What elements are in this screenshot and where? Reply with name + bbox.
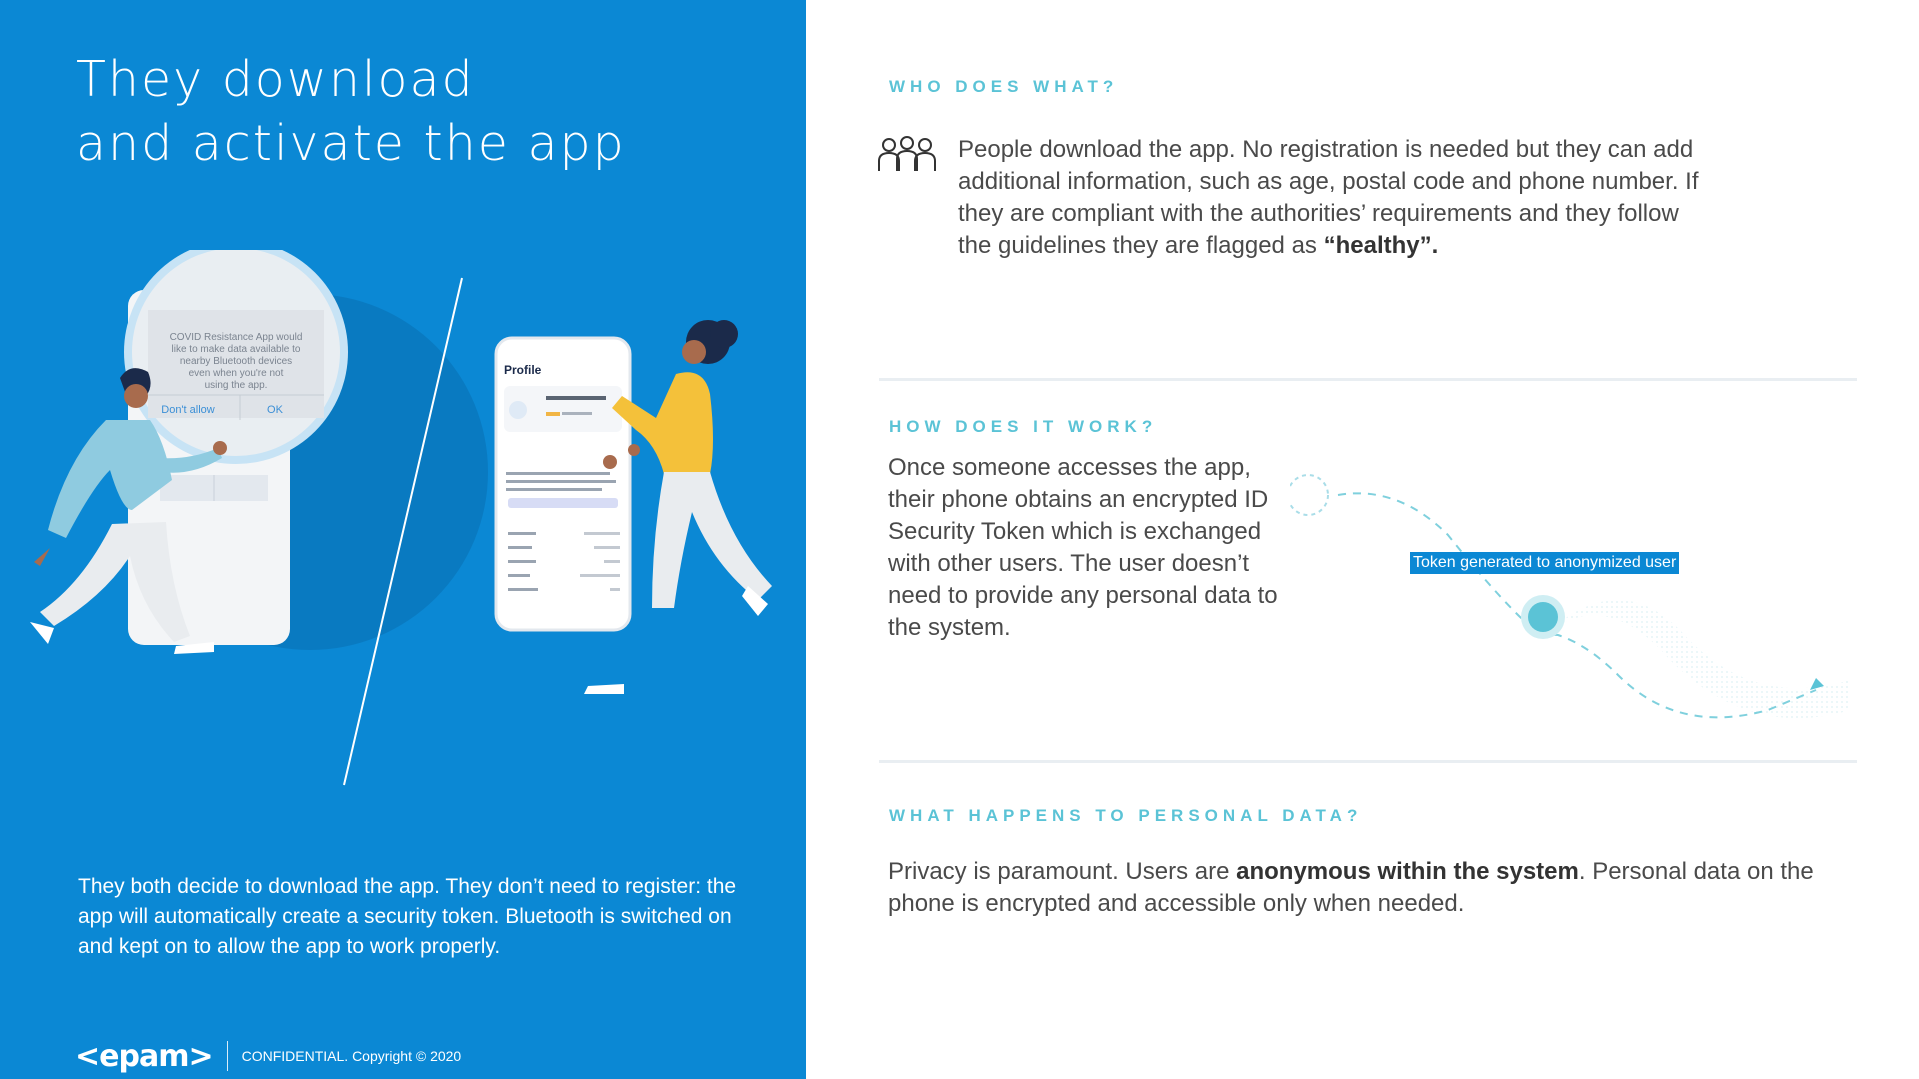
confidential-label: CONFIDENTIAL. Copyright © 2020 (241, 1048, 462, 1064)
svg-text:using the app.: using the app. (204, 380, 268, 391)
svg-text:even when you're not: even when you're not (188, 368, 284, 379)
how-paragraph: Once someone accesses the app, their phone obtains an encrypted ID Security Token which is exchanged with other users. The user doesn’t need to provide any personal data to the system. (888, 454, 1278, 641)
illustration (0, 250, 806, 800)
data-paragraph (888, 856, 1858, 920)
magnifier (124, 250, 348, 464)
ok-label: OK (267, 404, 283, 416)
section-divider-1 (879, 378, 1857, 381)
footer (75, 1038, 461, 1074)
token-node (1528, 602, 1558, 632)
healthy-highlight: “healthy”. (1323, 232, 1439, 259)
who-paragraph (958, 134, 1718, 262)
heading-how-does-it-work: HOW DOES IT WORK? (889, 417, 1158, 436)
people-group-icon (877, 135, 937, 175)
title-line-2: and activate the app (76, 115, 626, 172)
heading-personal-data: WHAT HAPPENS TO PERSONAL DATA? (889, 806, 1363, 825)
svg-text:like to make data available to: like to make data available to (171, 344, 301, 355)
dont-allow-label: Don't allow (161, 404, 215, 416)
left-body-text: They both decide to download the app. They don’t need to register: the app will automatically create a security token. Bluetooth is switched on and kept on to allow the app to work properly. (78, 875, 737, 958)
right-phone (496, 338, 630, 630)
who-text: People download the app. No registration is needed but they can add additional information, such as age, postal code and phone number. If they are compliant with the authorities’ requirements and they follow the guidelines they are flagged as (958, 136, 1699, 259)
heading-who-does-what: WHO DOES WHAT? (889, 77, 1119, 96)
start-node (1290, 475, 1328, 515)
footer-divider (227, 1041, 228, 1071)
svg-text:nearby Bluetooth devices: nearby Bluetooth devices (179, 356, 293, 367)
section-divider-2 (879, 760, 1857, 763)
data-text-after: . Personal data on the phone is encrypted and accessible only when needed. (888, 858, 1814, 917)
anonymous-highlight: anonymous within the system (1236, 858, 1579, 885)
title-line-1: They download (76, 51, 475, 108)
slide-title (76, 48, 626, 176)
token-flow-diagram (1290, 460, 1850, 730)
left-panel (0, 0, 806, 1079)
profile-label: Profile (504, 363, 542, 377)
token-label: Token generated to anonymized user (1410, 552, 1679, 574)
dialog-text: COVID Resistance App would (169, 332, 303, 343)
epam-logo: <epam> (75, 1038, 213, 1074)
data-text-before: Privacy is paramount. Users are (888, 858, 1237, 885)
